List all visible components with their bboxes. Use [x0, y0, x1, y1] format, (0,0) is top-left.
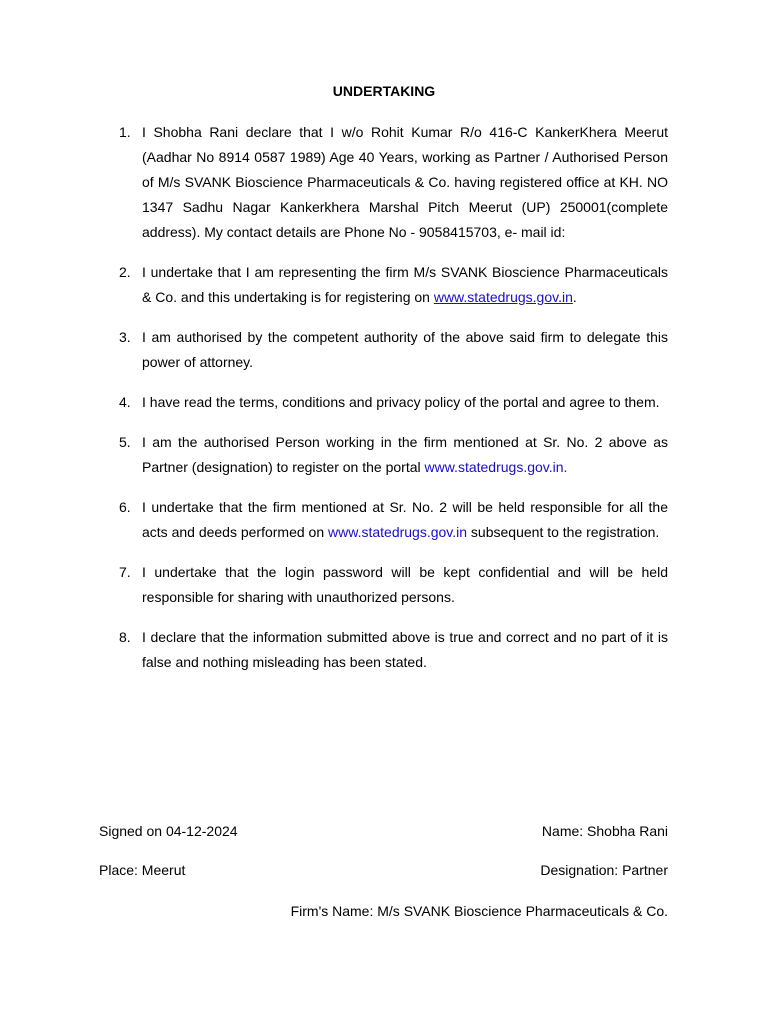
list-item — [113, 325, 668, 375]
signed-on-date: Signed on 04-12-2024 — [99, 823, 238, 839]
portal-link[interactable]: www.statedrugs.gov.in. — [424, 459, 568, 475]
item-text: I Shobha Rani declare that I w/o Rohit Kumar R/o 416-C KankerKhera Meerut (Aadhar No 8914 0587 1989) Age 40 Years, working as Partner / Authorised Person of M/s SVANK Bioscience Pharmaceuticals & Co. having registered office at KH. NO 1347 Sadhu Nagar Kankerkhera Marshal Pitch Meerut (UP) 250001(complete address). My contact details are Phone No - 9058415703, e- mail id: — [142, 124, 668, 240]
list-item — [113, 430, 668, 480]
item-number: 5. — [119, 434, 131, 450]
item-number: 8. — [119, 629, 131, 645]
list-item — [113, 495, 668, 545]
signatory-designation: Designation: Partner — [540, 862, 668, 878]
item-text: I undertake that the login password will be kept confidential and will be held responsible for sharing with unauthorized persons. — [142, 564, 668, 605]
item-text: I declare that the information submitted above is true and correct and no part of it is false and nothing misleading has been stated. — [142, 629, 668, 670]
item-number: 4. — [119, 394, 131, 410]
portal-link[interactable]: www.statedrugs.gov.in — [328, 524, 468, 540]
firm-name: Firm's Name: M/s SVANK Bioscience Pharmaceuticals & Co. — [290, 903, 668, 919]
document-title: UNDERTAKING — [332, 83, 436, 99]
list-item — [113, 390, 668, 415]
item-number: 7. — [119, 564, 131, 580]
item-text: I have read the terms, conditions and privacy policy of the portal and agree to them. — [142, 394, 660, 410]
item-number: 2. — [119, 264, 131, 280]
item-text-end: . — [572, 289, 577, 305]
list-item — [113, 560, 668, 610]
item-number: 3. — [119, 329, 131, 345]
portal-link[interactable]: www.statedrugs.gov.in — [433, 289, 573, 305]
signatory-name: Name: Shobha Rani — [541, 823, 668, 839]
item-text: I am authorised by the competent authority of the above said firm to delegate this power of attorney. — [142, 329, 668, 370]
list-item — [113, 260, 668, 310]
undertaking-list — [113, 120, 668, 690]
list-item — [113, 120, 668, 245]
list-item — [113, 625, 668, 675]
item-text: I undertake that I am representing the firm M/s SVANK Bioscience Pharmaceuticals & Co. and this undertaking is for registering on — [142, 264, 668, 305]
item-number: 1. — [119, 124, 131, 140]
item-number: 6. — [119, 499, 131, 515]
item-text: I undertake that the firm mentioned at Sr. No. 2 will be held responsible for all the acts and deeds performed on — [142, 499, 668, 540]
item-text-end: subsequent to the registration. — [467, 524, 660, 540]
signing-place: Place: Meerut — [99, 862, 186, 878]
item-text: I am the authorised Person working in the firm mentioned at Sr. No. 2 above as Partner (designation) to register on the portal — [142, 434, 668, 475]
